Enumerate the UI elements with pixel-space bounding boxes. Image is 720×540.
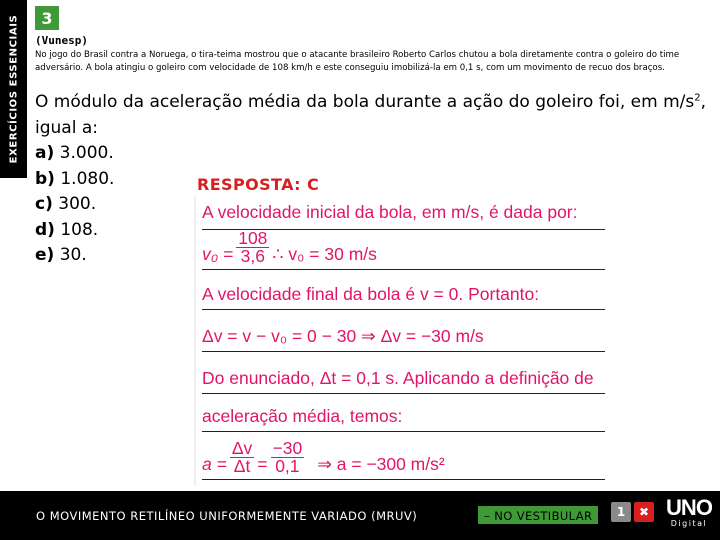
brand-logo <box>664 497 714 529</box>
fraction-denominator: 3,6 <box>240 246 265 266</box>
solution-line-3: A velocidade final da bola é v = 0. Portanto: <box>202 270 605 310</box>
solution-a-lhs: a = <box>202 454 227 474</box>
exercise-context: No jogo do Brasil contra a Noruega, o tira-teima mostrou que o atacante brasileiro Roberto Carlos chutou a bola diretamente contra o goleiro do time adversário. A bola atingiu o goleiro com velocidade de 108 km/h e este conseguiu imobilizá-la em 0,1 s, com um movimento de recuo dos braços. <box>35 50 680 73</box>
answer-options <box>35 141 114 269</box>
fraction-denominator: 0,1 <box>275 456 300 476</box>
answer-label: RESPOSTA: C <box>197 175 320 194</box>
option-letter: d) <box>35 219 55 240</box>
fraction-numerator: 108 <box>238 228 268 248</box>
solution-line-2 <box>202 230 605 270</box>
solution-fraction-108-3-6 <box>236 230 269 265</box>
option-text: 300. <box>58 194 97 214</box>
solution-panel <box>194 196 609 486</box>
footer-highlight: – NO VESTIBULAR <box>478 506 598 524</box>
solution-v0-lhs: v₀ = <box>202 244 234 264</box>
option-letter: b) <box>35 168 55 189</box>
option-d <box>35 218 114 244</box>
question-main: O módulo da aceleração média da bola durante a ação do goleiro foi, em <box>35 92 658 112</box>
solution-line-5: Do enunciado, Δt = 0,1 s. Aplicando a definição de <box>202 352 605 394</box>
brand-name: UNO <box>666 495 712 520</box>
question-unit-exponent: 2 <box>694 92 701 104</box>
number-one-icon[interactable]: 1 <box>611 502 631 522</box>
option-letter: c) <box>35 194 53 214</box>
footer-title: O MOVIMENTO RETILÍNEO UNIFORMEMENTE VARIADO (MRUV) <box>36 509 418 523</box>
option-letter: a) <box>35 143 55 163</box>
option-text: 108. <box>60 219 99 240</box>
solution-fraction-minus30-0-1 <box>271 440 305 475</box>
solution-fraction-dv-dt <box>230 440 254 475</box>
option-e <box>35 243 114 269</box>
section-side-tab-label: EXERCÍCIOS ESSENCIAIS <box>8 14 20 164</box>
option-c <box>35 192 114 218</box>
brand-subtitle: Digital <box>670 519 708 528</box>
solution-line-7 <box>202 432 605 480</box>
close-icon[interactable]: ✖ <box>634 502 654 522</box>
fraction-numerator: Δv <box>231 438 253 458</box>
option-a <box>35 141 114 167</box>
solution-equals: = <box>257 454 268 474</box>
question-unit-base: m/s <box>663 92 695 112</box>
option-text: 1.080. <box>60 168 115 189</box>
solution-a-result: ⇒ a = −300 m/s² <box>317 454 445 474</box>
solution-v0-result: ∴ v₀ = 30 m/s <box>272 244 377 264</box>
exercise-source: (Vunesp) <box>35 34 88 47</box>
solution-line-1: A velocidade inicial da bola, em m/s, é dada por: <box>202 196 605 230</box>
exercise-number-badge: 3 <box>35 6 59 30</box>
section-side-tab <box>0 0 27 178</box>
solution-line-6: aceleração média, temos: <box>202 394 605 432</box>
footer-nav-icons <box>611 502 655 522</box>
question-tail: , igual a: <box>35 92 707 138</box>
option-text: 3.000. <box>59 143 114 163</box>
option-text: 30. <box>59 245 87 265</box>
fraction-denominator: Δt <box>233 456 251 476</box>
solution-line-4: Δv = v − v₀ = 0 − 30 ⇒ Δv = −30 m/s <box>202 310 605 352</box>
exercise-question <box>35 90 710 141</box>
option-b <box>35 167 114 193</box>
question-unit <box>663 92 701 112</box>
option-letter: e) <box>35 245 55 265</box>
fraction-numerator: −30 <box>272 438 303 458</box>
